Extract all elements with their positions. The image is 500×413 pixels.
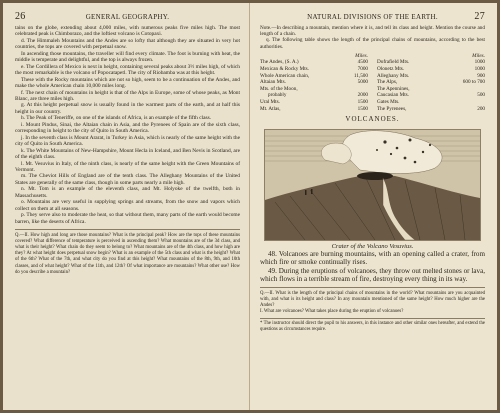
paragraph: h. The Peak of Teneriffe, on one of the islands of Africa, is an example of the fifth class. [21, 115, 212, 122]
table-cell-miles: 1000 [474, 66, 485, 72]
table-cell-name: The Alps, [377, 79, 398, 86]
table-cell-name: Mt. Atlas, [260, 105, 281, 112]
paragraph: i. Mount Pindus, Sinai, the Altaian chain in Asia, and the Pyrenees of Spain are of the sixth class, corresponding in height to the city of Quito in South America. [15, 121, 240, 135]
paragraph: f. The next chain of mountains in height is that of the Alps in Europe, some of whose peaks, as Mont Blanc, are three miles high. [15, 89, 240, 102]
left-running-title: GENERAL GEOGRAPHY. [85, 13, 170, 21]
table-row [377, 59, 485, 66]
questions-text: Q.—II. What is the length of the principal chains of mountains in the world? What mountains are you acquainted with, and what is its height and class? In any mountain mentioned of the same height? How much higher are the Andes? [260, 290, 485, 309]
table-cell-miles: 4500 [357, 59, 368, 66]
table-cell-name: Altaian Mts. [260, 79, 286, 86]
table-row [377, 79, 485, 86]
right-questions [260, 287, 485, 315]
table-row [260, 99, 368, 106]
table-row [377, 66, 485, 73]
table-cell-miles: 200 [477, 105, 485, 112]
table-column-left [260, 53, 368, 112]
table-row [260, 73, 368, 80]
table-cell-name: Mts. of the Moon, [260, 85, 298, 92]
table-cell-miles: 1500 [357, 105, 368, 112]
table-header: Miles. [355, 52, 368, 59]
table-cell-name: The Apennines, [377, 85, 410, 92]
table-row [260, 79, 368, 86]
paragraph: e. The Cordillera of Mexico is next in height, containing several peaks about 3½ miles high, of which the most remarkable is the volcano of Popocatapetl. The city of Riobamba was at this height. [15, 63, 240, 77]
footnote-text: * The instructor should direct the pupil to his answers, in this instance and other similar ones hereafter, and extend the questions as circumstances require. [260, 321, 485, 333]
paragraph: n. Mt. Tom is an example of the eleventh class, and Mt. Holyoke of the twelfth, both in Massachusetts. [15, 186, 240, 199]
table-cell-name: Mexican & Rocky Mts. [260, 66, 309, 72]
table-cell-name: probably [268, 92, 287, 99]
table-header: Miles. [472, 52, 485, 59]
paragraph: o. Mountains are very useful in supplying springs and streams, from the snow and vapors which collect on them at all seasons. [15, 199, 240, 212]
left-questions [15, 229, 240, 276]
note-text: Note.—In describing a mountain, mention where it is, and tell its class and height. Mention the course and length of a chain. [260, 25, 485, 38]
table-cell-miles: 7000 [357, 66, 368, 72]
table-row [260, 106, 368, 113]
table-row [377, 86, 485, 93]
paragraph: p. They serve also to moderate the heat, so that without them, many parts of the earth would become barren, like the deserts of Africa. [15, 212, 240, 225]
table-row [260, 59, 368, 66]
table-cell-miles: 1000 [474, 59, 485, 66]
paragraph: tains on the globe, extending about 4,000 miles, with numerous peaks five miles high. The most celebrated peak is Chimborazo, and the loftiest volcano is Cotopaxi. [15, 25, 240, 38]
paragraph: j. In the seventh class is Mount Ararat, in Turkey in Asia, which is nearly of the same height with the city of Quito in South America. [15, 134, 240, 148]
questions-text: Q.—II. How high and long are those mountains? What is the principal peak? How are the tops of these mountains covered? What difference of temperature is perceived in ascending them? What mountains are of the 3d class, and what is their height? What chain do they seem to belong to? What mountains are of the 4th class, and how high are they? At what height does perpetual snow begin? What is an example of the 5th class and what is the height? What of the 6th? What of the 7th, and what city do you find at this height? What mountains of the 8th, 9th, and 10th classes, and of what height? What of the 11th, and 12th? Of what importance are mountains? What other use? How do you describe a mountain? [15, 233, 240, 275]
table-cell-name: Gates Mts. [377, 98, 400, 105]
paragraph: 49. During the eruptions of volcanoes, they throw out melted stones or lava, which flows in a terrible stream of fire, destroying every thing in its way. [260, 266, 485, 283]
volcano-illustration [264, 129, 481, 241]
left-page [3, 3, 250, 410]
table-row [377, 99, 485, 106]
paragraph: d. The Himmaleh Mountains and the Andes are so lofty that although they are situated in very hot countries, the tops are covered with perpetual snow. [15, 37, 240, 51]
table-row [260, 66, 368, 73]
table-cell-name: The Pyrenees, [377, 105, 407, 112]
paragraph: l. Mt. Vesuvius in Italy, of the ninth class, is nearly of the same height with the Green Mountains of Vermont. [15, 160, 240, 173]
table-cell-name: Whole American chain, [260, 72, 310, 79]
paragraph: g. At this height perpetual snow is usually found in the warmest parts of the earth, and at half this height in our country. [15, 102, 240, 115]
table-row [377, 106, 485, 113]
table-intro: q. The following table shows the length of the principal chains of mountains, according to the best authorities. [260, 37, 485, 50]
paragraph: In ascending those mountains, the traveller will find every climate. The foot is burning with heat, the middle is temperate and delightful, and the top is always frozen. [15, 50, 240, 64]
right-running-title: NATURAL DIVISIONS OF THE EARTH. [307, 13, 438, 21]
table-cell-name: Olonetz Mts. [377, 66, 405, 72]
questions-text: I. What are volcanoes? What takes place during the eruption of volcanoes? [260, 309, 404, 315]
table-cell-name: Ural Mts. [260, 98, 280, 105]
table-row [260, 86, 368, 93]
figure-caption: Crater of the Volcano Vesuvius. [331, 243, 414, 251]
right-page-header [260, 11, 485, 25]
table-cell-miles: 1500 [357, 98, 368, 105]
left-page-number: 26 [15, 11, 26, 22]
table-row [377, 92, 485, 99]
mountain-length-table [260, 53, 485, 112]
table-cell-miles: 600 to 700 [462, 79, 485, 86]
paragraph: m. The Cheviot Hills of England are of the tenth class. The Alleghany Mountains of the United States are generally of the same class, though in some parts nearly a mile high. [15, 173, 240, 186]
paragraph: These with the Rocky mountains which are not so high, seem to be a continuation of the Andes, and make the whole American chain 10,000 miles long. [15, 76, 240, 90]
table-cell-miles: 5000 [357, 79, 368, 86]
table-cell-name: Caucasian Mts. [377, 92, 409, 99]
table-cell-name: Dofrafield Mts. [377, 59, 410, 66]
table-row [260, 92, 368, 99]
table-row [377, 73, 485, 80]
table-cell-miles: 11,500 [353, 72, 368, 79]
paragraph: 48. Volcanoes are burning mountains, with an opening called a crater, from which fire or smoke continually rises. [260, 250, 485, 267]
right-page-number: 27 [474, 11, 485, 22]
left-page-header [15, 11, 240, 25]
paragraph: k. The White Mountains of New-Hampshire, Mount Hecla in Iceland, and Ben Nevis in Scotland, are of the eighth class. [15, 147, 240, 161]
table-cell-name: Alleghany Mts. [377, 72, 410, 79]
right-page [250, 3, 497, 410]
book-spread [3, 3, 497, 410]
left-body-text [15, 25, 240, 225]
section-title: VOLCANOES. [345, 115, 400, 124]
footnote [260, 318, 485, 333]
table-cell-miles: 500 [477, 92, 485, 99]
table-cell-miles: 900 [477, 72, 485, 79]
volcano-engraving [265, 130, 480, 240]
table-column-right [377, 53, 485, 112]
table-cell-name: The Andes, (S. A.) [260, 59, 299, 66]
table-cell-miles: 2000 [357, 92, 368, 99]
